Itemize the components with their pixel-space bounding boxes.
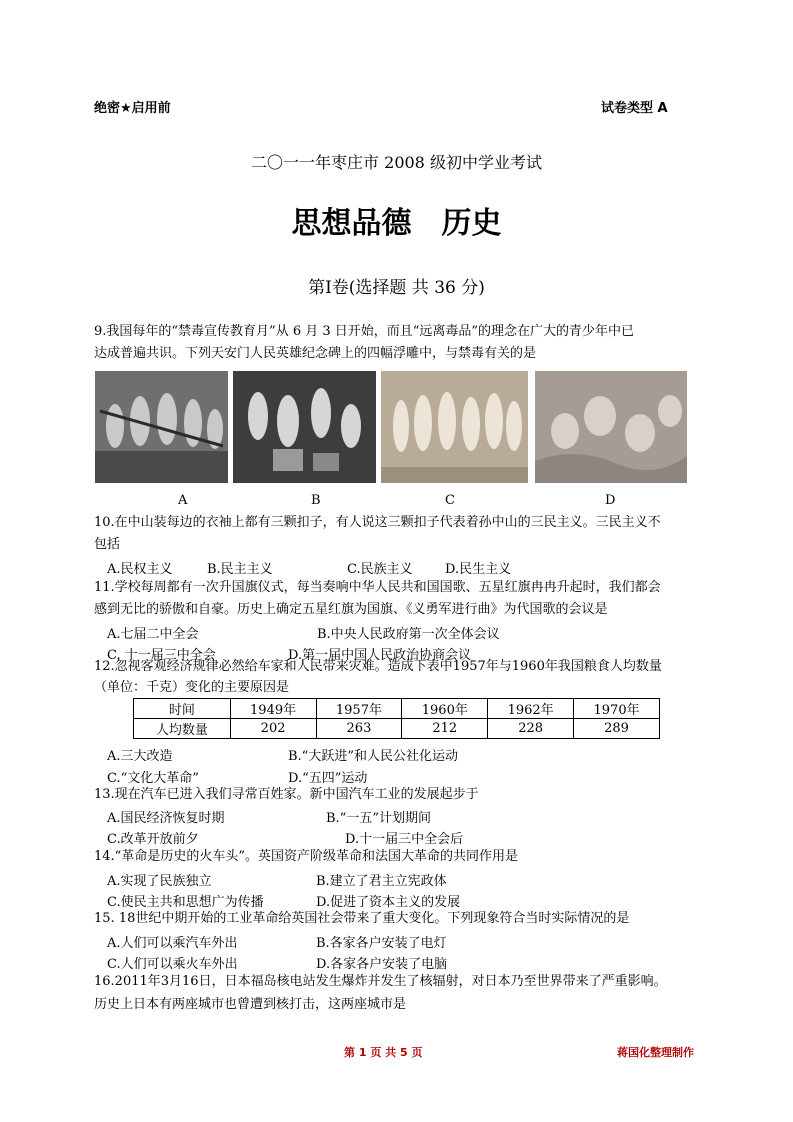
table-header-row xyxy=(134,699,660,719)
table-header-cell: 时间 xyxy=(134,699,231,719)
q13-option-b: B.“一五”计划期间 xyxy=(326,811,431,826)
table-cell: 202 xyxy=(230,719,316,739)
image-label-d: D xyxy=(605,493,616,508)
q12-option-b: B.“大跃进”和人民公社化运动 xyxy=(288,749,458,764)
q13-option-d: D.十一届三中全会后 xyxy=(345,832,464,847)
table-row xyxy=(134,719,660,739)
q14-option-a: A.实现了民族独立 xyxy=(107,874,212,889)
table-header-cell: 1949年 xyxy=(230,699,316,719)
image-label-b: B xyxy=(311,493,321,508)
relief-image-c xyxy=(381,371,528,483)
table-cell: 263 xyxy=(316,719,402,739)
table-cell: 289 xyxy=(574,719,660,739)
q12-option-a: A.三大改造 xyxy=(107,749,173,764)
q13-option-a: A.国民经济恢复时期 xyxy=(107,811,225,826)
q12-option-d: D.“五四”运动 xyxy=(288,771,368,786)
relief-image-d xyxy=(535,371,687,483)
q16-text-line1: 16.2011年3月16日，日本福岛核电站发生爆炸并发生了核辐射，对日本乃至世界带来了严重影响。 xyxy=(94,974,667,989)
q11-text-line2: 感到无比的骄傲和自豪。历史上确定五星红旗为国旗、《义勇军进行曲》为代国歌的会议是 xyxy=(94,602,608,617)
q10-option-a: A.民权主义 xyxy=(107,562,173,577)
q10-text-line2: 包括 xyxy=(94,537,121,552)
table-header-cell: 1957年 xyxy=(316,699,402,719)
image-label-a: A xyxy=(178,493,188,508)
q10-text-line1: 10.在中山装每边的衣袖上都有三颗扣子，有人说这三颗扣子代表着孙中山的三民主义。三民主义不 xyxy=(94,515,661,530)
q15-option-d: D.各家各户安装了电脑 xyxy=(316,957,448,972)
table-header-cell: 1960年 xyxy=(402,699,488,719)
q16-text-line2: 历史上日本有两座城市也曾遭到核打击，这两座城市是 xyxy=(94,997,407,1012)
q14-text-line1: 14.“革命是历史的火车头”。英国资产阶级革命和法国大革命的共同作用是 xyxy=(94,849,518,864)
table-header-cell: 1962年 xyxy=(488,699,574,719)
table-cell: 212 xyxy=(402,719,488,739)
q11-option-c: C. 十一届三中全会 xyxy=(107,648,216,663)
q13-option-c: C.改革开放前夕 xyxy=(107,832,199,847)
grain-per-capita-table xyxy=(133,698,660,739)
q10-option-d: D.民生主义 xyxy=(445,562,512,577)
q15-text-line1: 15. 18世纪中期开始的工业革命给英国社会带来了重大变化。下列现象符合当时实际情况的是 xyxy=(94,911,630,926)
q13-text-line1: 13.现在汽车已进入我们寻常百姓家。新中国汽车工业的发展起步于 xyxy=(94,787,479,802)
exam-subtitle: 二〇一一年枣庄市 2008 级初中学业考试 xyxy=(251,153,542,172)
q14-option-b: B.建立了君主立宪政体 xyxy=(316,874,447,889)
page-number: 第 1 页 共 5 页 xyxy=(344,1046,423,1059)
q11-option-a: A.七届二中全会 xyxy=(107,627,199,642)
q12-text-line1: 12.忽视客观经济规律必然给车家和人民带来灾难。造成下表中1957年与1960年我国粮食人均数量 xyxy=(94,659,662,674)
q9-text-line1: 9.我国每年的“禁毒宣传教育月”从 6 月 3 日开始，而且“远离毒品”的理念在广大的青少年中已 xyxy=(94,324,635,339)
q14-option-d: D.促进了资本主义的发展 xyxy=(316,895,461,910)
exam-title: 思想品德 历史 xyxy=(291,206,502,241)
confidential-label: 绝密★启用前 xyxy=(94,101,171,116)
paper-type-label: 试卷类型 A xyxy=(601,101,668,116)
table-cell: 人均数量 xyxy=(134,719,231,739)
q9-text-line2: 达成普遍共识。下列天安门人民英雄纪念碑上的四幅浮雕中，与禁毒有关的是 xyxy=(94,346,537,361)
image-label-c: C xyxy=(445,493,455,508)
q11-text-line1: 11.学校每周都有一次升国旗仪式，每当奏响中华人民共和国国歌、五星红旗冉冉升起时，我们都会 xyxy=(94,580,661,595)
section-title: 第Ⅰ卷(选择题 共 36 分) xyxy=(308,278,485,298)
q12-option-c: C.“文化大革命” xyxy=(107,771,199,786)
q10-option-c: C.民族主义 xyxy=(347,562,413,577)
q10-option-b: B.民主主义 xyxy=(207,562,273,577)
q15-option-a: A.人们可以乘汽车外出 xyxy=(107,936,238,951)
q15-option-b: B.各家各户安装了电灯 xyxy=(316,936,447,951)
table-header-cell: 1970年 xyxy=(574,699,660,719)
q15-option-c: C.人们可以乘火车外出 xyxy=(107,957,238,972)
q14-option-c: C.使民主共和思想广为传播 xyxy=(107,895,264,910)
q11-option-d: D.第一届中国人民政治协商会议 xyxy=(288,648,472,663)
relief-image-b xyxy=(233,371,376,483)
q12-text-line2: （单位：千克）变化的主要原因是 xyxy=(94,680,290,695)
q11-option-b: B.中央人民政府第一次全体会议 xyxy=(317,627,500,642)
credit-label: 蒋国化整理制作 xyxy=(617,1046,694,1059)
relief-image-a xyxy=(95,371,228,483)
table-cell: 228 xyxy=(488,719,574,739)
